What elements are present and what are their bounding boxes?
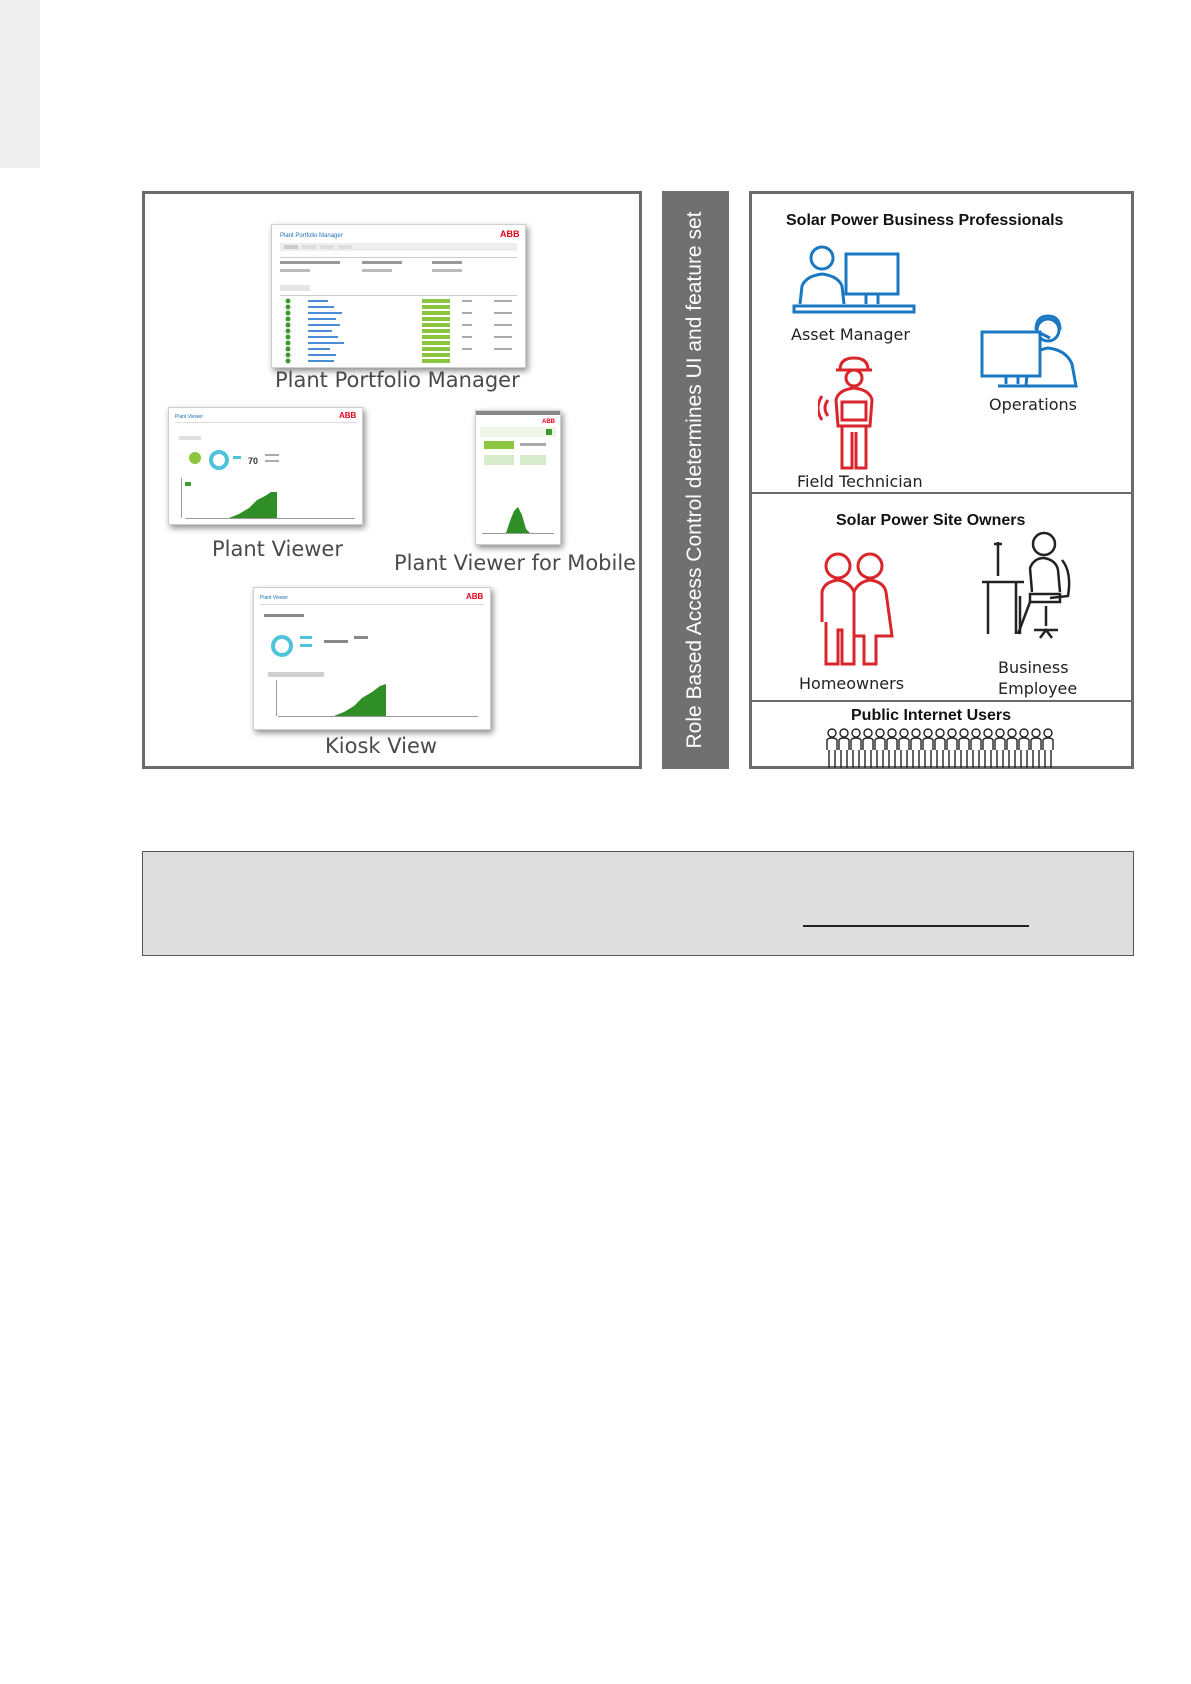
ppm-table-rows (280, 295, 517, 296)
business-professionals-heading: Solar Power Business Professionals (786, 212, 1064, 229)
note-box (142, 851, 1134, 956)
kiosk-view-screenshot (253, 587, 491, 730)
abb-logo-2: ABB (339, 411, 357, 420)
note-underline (803, 925, 1029, 927)
homeowners-icon (814, 552, 899, 670)
business-employee-text: Business Employee (998, 658, 1078, 698)
plant-viewer-screenshot (168, 407, 363, 525)
kiosk-view-label: Kiosk View (325, 734, 438, 758)
kiosk-screenshot-title: Plant Viewer (260, 595, 288, 601)
section-divider-1 (752, 492, 1131, 494)
asset-manager-icon (792, 242, 922, 318)
asset-manager-label: Asset Manager (791, 325, 910, 344)
site-owners-heading: Solar Power Site Owners (836, 512, 1026, 529)
field-technician-icon (818, 356, 888, 474)
public-internet-users-heading: Public Internet Users (851, 707, 1012, 724)
pv-screenshot-title: Plant Viewer (175, 414, 203, 420)
page-side-tab (0, 0, 40, 168)
field-technician-label: Field Technician (797, 472, 923, 491)
user-roles-panel (749, 191, 1134, 769)
operations-label: Operations (989, 395, 1077, 414)
rbac-caption-bar (662, 191, 729, 769)
plant-portfolio-manager-label: Plant Portfolio Manager (275, 368, 520, 392)
homeowners-label: Homeowners (799, 674, 905, 693)
applications-panel (142, 191, 642, 769)
plant-viewer-label: Plant Viewer (212, 537, 343, 561)
operations-icon (978, 312, 1093, 392)
plant-viewer-mobile-screenshot (475, 410, 561, 545)
abb-logo-3: ABB (542, 419, 555, 425)
business-employee-label (998, 657, 1098, 699)
plant-viewer-mobile-label: Plant Viewer for Mobile (394, 551, 637, 575)
plant-portfolio-manager-screenshot (271, 224, 526, 368)
section-divider-2 (752, 700, 1131, 702)
ppm-screenshot-title: Plant Portfolio Manager (280, 233, 343, 239)
abb-logo-4: ABB (466, 592, 484, 601)
rbac-caption: Role Based Access Control determines UI and feature set (683, 211, 706, 749)
crowd-icon (826, 728, 1056, 770)
business-employee-icon (980, 530, 1080, 642)
abb-logo-1: ABB (500, 229, 520, 239)
svg-text:70: 70 (248, 456, 259, 466)
